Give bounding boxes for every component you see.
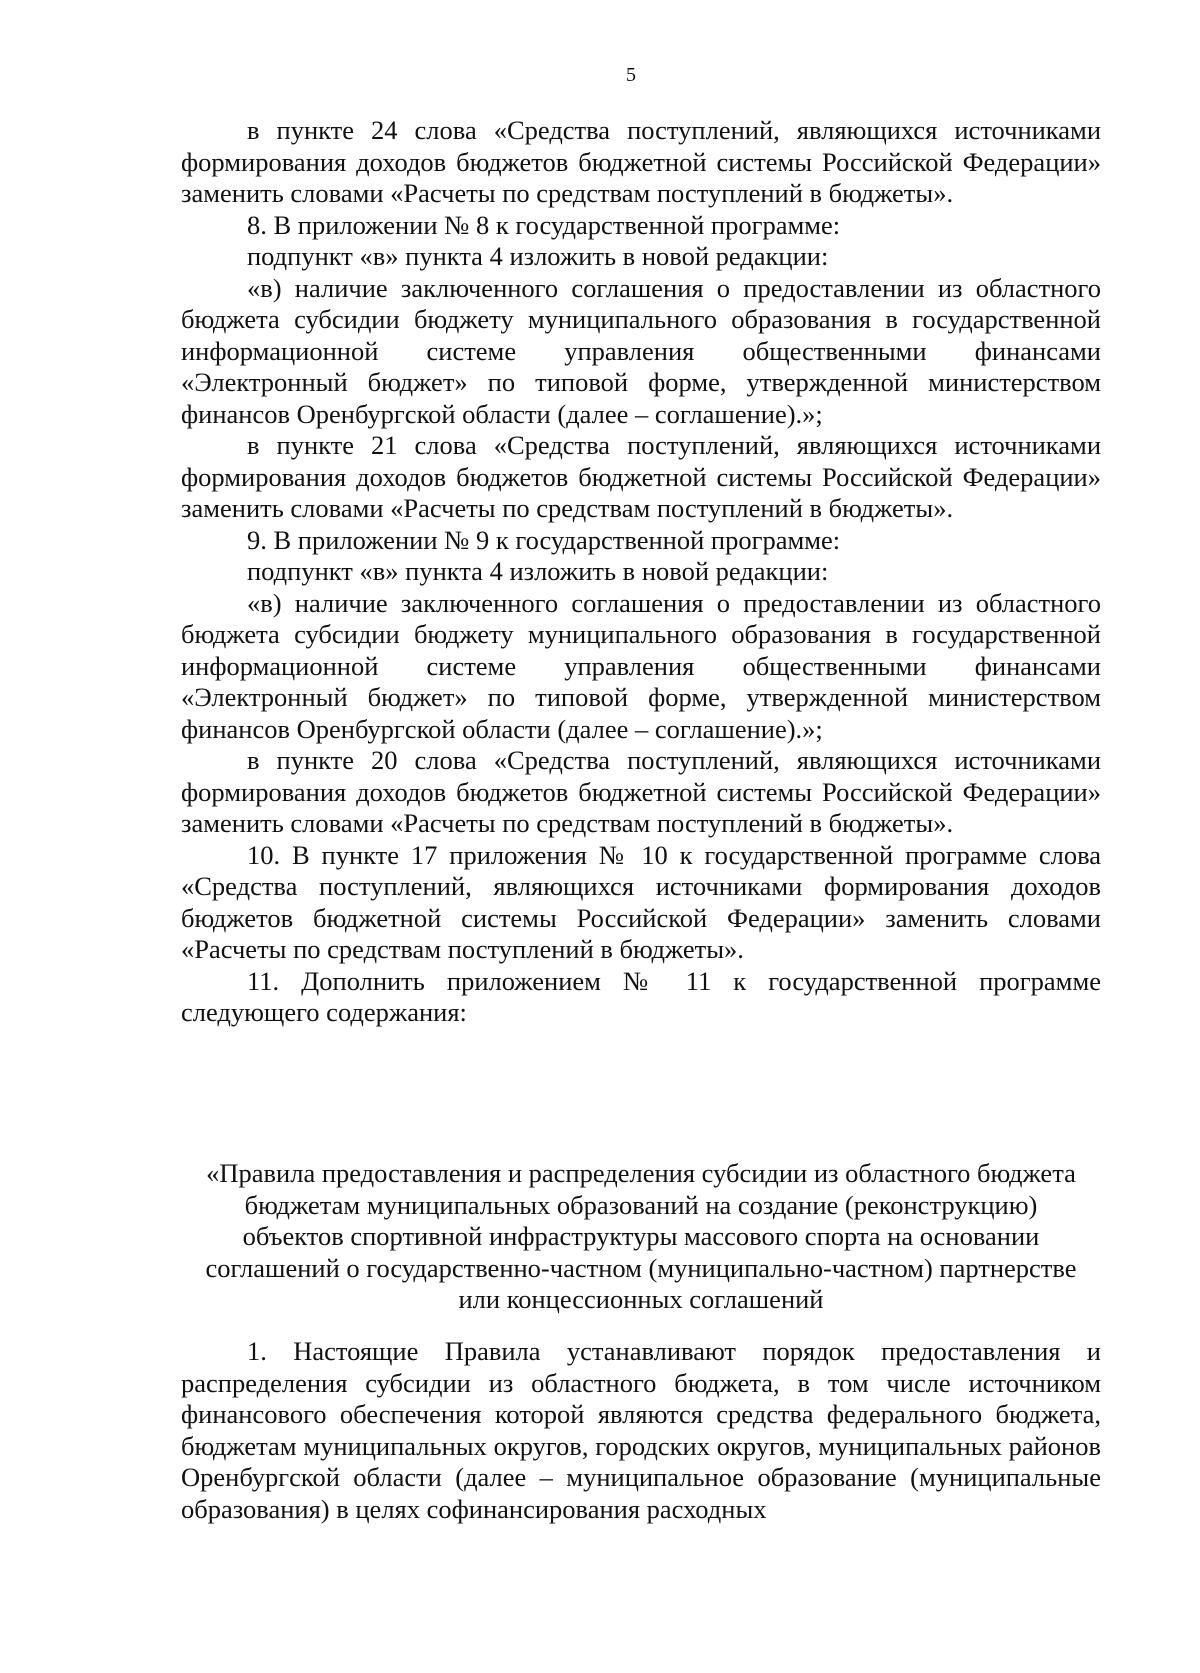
paragraph-item-8: 8. В приложении № 8 к государственной программе:	[247, 209, 841, 240]
rules-title	[181, 1158, 1101, 1316]
paragraph-subitem-9: подпункт «в» пункта 4 изложить в новой редакции:	[247, 556, 829, 586]
document-body	[181, 115, 1101, 1029]
paragraph-item-11: 11. Дополнить приложением № 11 к государственной программе следующего содержания:	[181, 965, 1101, 1027]
paragraph-subitem-8: подпункт «в» пункта 4 изложить в новой редакции:	[247, 241, 829, 271]
paragraph-quote-8: «в) наличие заключенного соглашения о предоставлении из областного бюджета субсидии бюджету муниципального образования в государственной информационной системе управления общественными финансами «Электронный бюджет» по типовой форме, утвержденной министерством финансов Оренбургской области (далее – соглашение).»;	[181, 272, 1101, 429]
paragraph-item-9: 9. В приложении № 9 к государственной программе:	[247, 524, 841, 555]
rules-title-line-4: соглашений о государственно-частном (муниципально-частном) партнерстве	[205, 1252, 1077, 1283]
paragraph-24: в пункте 24 слова «Средства поступлений, являющихся источниками формирования доходов бюджетов бюджетной системы Российской Федерации» заменить словами «Расчеты по средствам поступлений в бюджеты».	[181, 115, 1101, 208]
page-number: 5	[626, 64, 636, 86]
paragraph-20: в пункте 20 слова «Средства поступлений, являющихся источниками формирования доходов бюджетов бюджетной системы Российской Федерации» заменить словами «Расчеты по средствам поступлений в бюджеты».	[181, 745, 1101, 838]
paragraph-quote-9: «в) наличие заключенного соглашения о предоставлении из областного бюджета субсидии бюджету муниципального образования в государственной информационной системе управления общественными финансами «Электронный бюджет» по типовой форме, утвержденной министерством финансов Оренбургской области (далее – соглашение).»;	[181, 587, 1101, 744]
paragraph-21: в пункте 21 слова «Средства поступлений, являющихся источниками формирования доходов бюджетов бюджетной системы Российской Федерации» заменить словами «Расчеты по средствам поступлений в бюджеты».	[181, 430, 1101, 523]
rules-title-line-2: бюджетам муниципальных образований на создание (реконструкцию)	[244, 1189, 1038, 1220]
rules-title-text	[181, 1158, 1101, 1316]
rules-title-line-3: объектов спортивной инфраструктуры массового спорта на основании	[242, 1221, 1040, 1251]
rules-title-line-1: «Правила предоставления и распределения субсидии из областного бюджета	[206, 1158, 1076, 1188]
paragraph-item-10: 10. В пункте 17 приложения № 10 к государственной программе слова «Средства поступлений, являющихся источниками формирования доходов бюджетов бюджетной системы Российской Федерации» заменить словами «Расчеты по средствам поступлений в бюджеты».	[181, 839, 1101, 964]
rules-paragraph-1: 1. Настоящие Правила устанавливают порядок предоставления и распределения субсидии из областного бюджета, в том числе источником финансового обеспечения которой являются средства федерального бюджета, бюджетам муниципальных округов, городских округов, муниципальных районов Оренбургской области (далее – муниципальное образование (муниципальные образования) в целях софинансирования расходных	[181, 1336, 1101, 1524]
rules-title-line-5: или концессионных соглашений	[458, 1284, 824, 1314]
rules-body	[181, 1336, 1101, 1525]
